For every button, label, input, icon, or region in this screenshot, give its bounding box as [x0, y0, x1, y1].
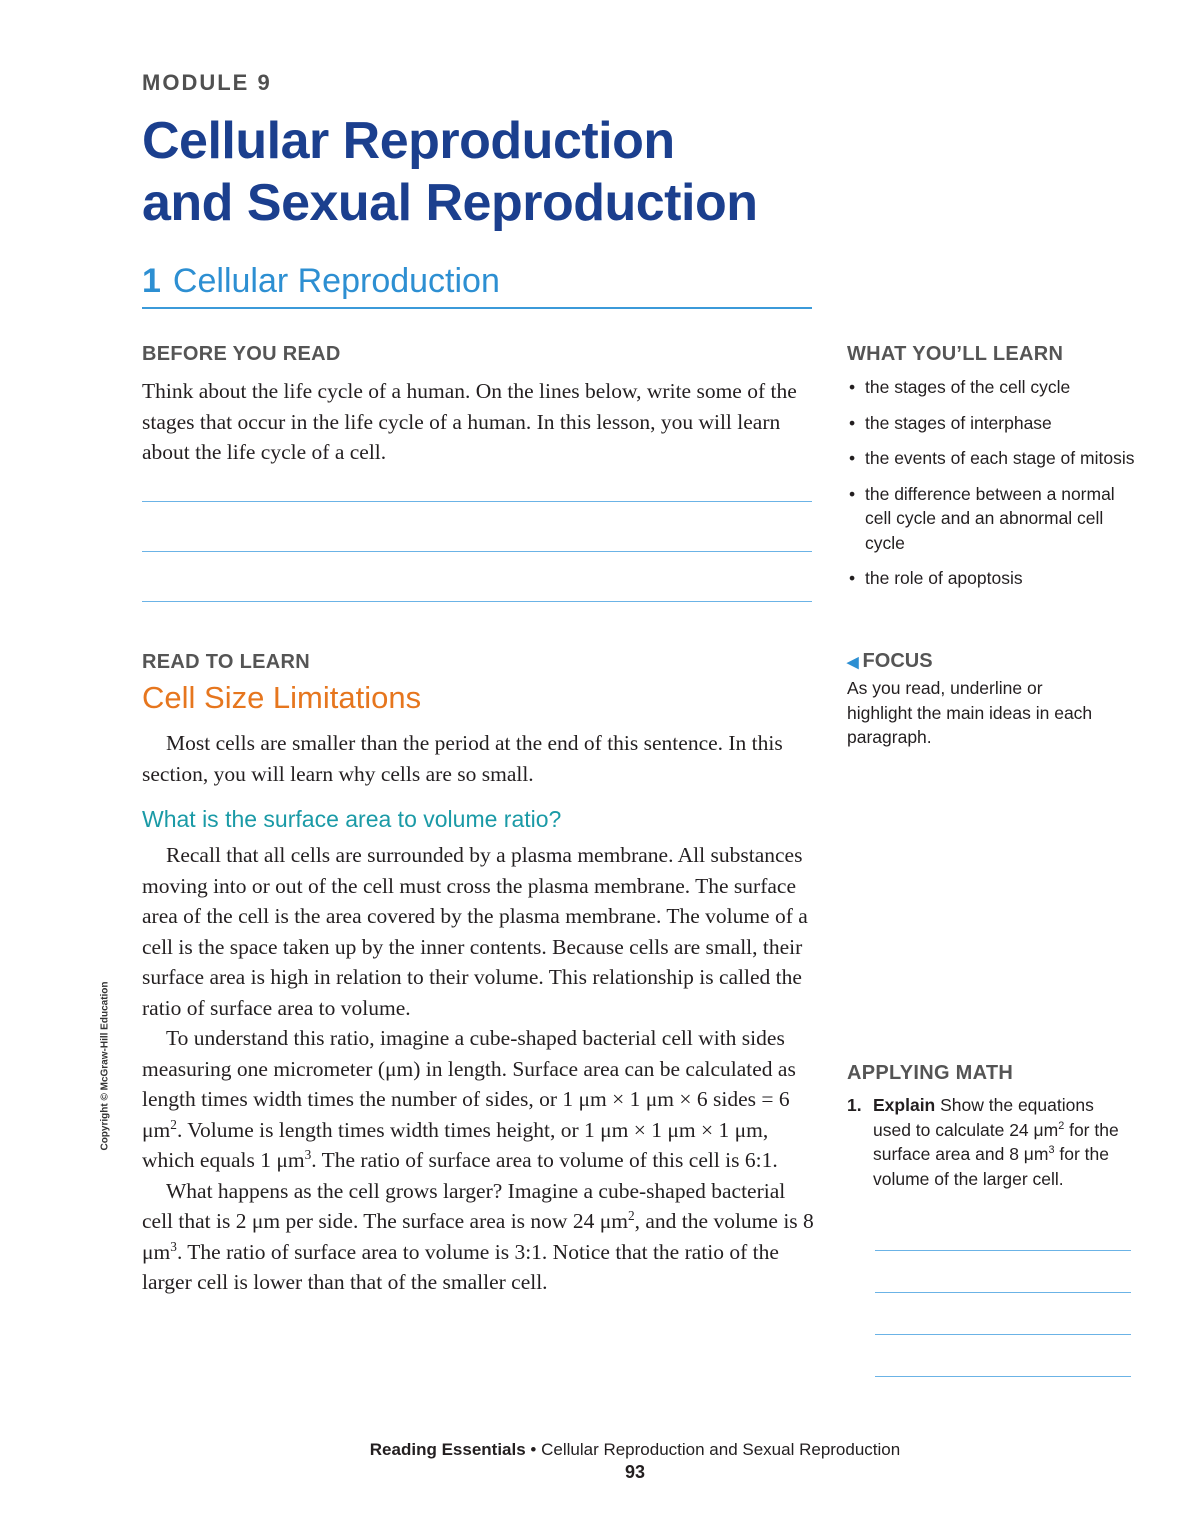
- list-item: • the stages of interphase: [847, 411, 1137, 436]
- text-span: for the volume of the larger cell.: [873, 1144, 1109, 1189]
- superscript: 2: [170, 1116, 177, 1132]
- answer-line[interactable]: [875, 1376, 1131, 1377]
- before-you-read-text: Think about the life cycle of a human. On the lines below, write some of the stages that occur in the life cycle of a human. In this lesson, you will learn about the life cycle of a cell.: [142, 379, 797, 464]
- question-number: 1.: [847, 1095, 862, 1115]
- title-line-1: Cellular Reproduction: [142, 112, 675, 170]
- what-youll-learn-label: WHAT YOU’LL LEARN: [847, 343, 1064, 365]
- section-heading: Cell Size Limitations: [142, 680, 422, 715]
- before-you-read-label: BEFORE YOU READ: [142, 343, 341, 365]
- lesson-number: 1: [142, 262, 161, 300]
- list-item: • the role of apoptosis: [847, 566, 1137, 591]
- list-item: • the events of each stage of mitosis: [847, 446, 1137, 471]
- answer-line[interactable]: [142, 601, 812, 602]
- title-line-2: and Sexual Reproduction: [142, 174, 758, 232]
- copyright-notice: Copyright © McGraw-Hill Education: [99, 981, 111, 1151]
- superscript: 2: [1058, 1119, 1065, 1132]
- text-span: Show the equations used to calculate 24 μm: [873, 1095, 1094, 1140]
- answer-line[interactable]: [875, 1292, 1131, 1293]
- answer-line[interactable]: [875, 1334, 1131, 1335]
- list-item: • the difference between a normal cell cycle and an abnormal cell cycle: [847, 482, 1137, 556]
- lesson-divider: [142, 307, 812, 309]
- module-label: MODULE 9: [142, 70, 272, 95]
- text-span: , and the volume is 8 μm: [142, 1209, 814, 1264]
- focus-label: [847, 650, 933, 673]
- lesson-heading: [142, 262, 500, 301]
- subsection-heading: What is the surface area to volume ratio?: [142, 806, 562, 832]
- paragraph-3: [142, 1176, 814, 1298]
- focus-title: FOCUS: [862, 650, 933, 672]
- read-to-learn-label: READ TO LEARN: [142, 651, 310, 673]
- body-text: [142, 840, 814, 1298]
- footer-book-title: Cellular Reproduction and Sexual Reproduction: [541, 1440, 901, 1459]
- text-span: for the surface area and 8 μm: [873, 1119, 1119, 1164]
- answer-line[interactable]: [875, 1250, 1131, 1251]
- page-number: 93: [624, 1462, 646, 1482]
- focus-text: As you read, underline or highlight the main ideas in each paragraph.: [847, 678, 1093, 747]
- list-item: • the stages of the cell cycle: [847, 375, 1137, 400]
- learn-list: [847, 375, 1137, 602]
- text-span: What happens as the cell grows larger? Imagine a cube-shaped bacterial cell that is 2 μm per side. The surface area is now 24 μm: [142, 1178, 786, 1233]
- superscript: 3: [170, 1238, 177, 1254]
- text-span: . Volume is length times width times height, or 1 μm × 1 μm × 1 μm, which equals 1 μm: [142, 1117, 769, 1172]
- intro-text: Most cells are smaller than the period at the end of this sentence. In this section, you will learn why cells are so small.: [142, 731, 783, 786]
- arrow-left-icon: ◀: [847, 654, 859, 671]
- text-span: . The ratio of surface area to volume is 3:1. Notice that the ratio of the larger cell is lower than that of the smaller cell.: [142, 1239, 779, 1294]
- applying-math-label: APPLYING MATH: [847, 1062, 1014, 1084]
- text-span: To understand this ratio, imagine a cube-shaped bacterial cell with sides measuring one micrometer (μm) in length. Surface area can be calculated as length times width times the number of sides, or 1 μm × 1 μm × 6 sides = 6 μm: [142, 1026, 796, 1142]
- intro-paragraph: [142, 728, 814, 789]
- lesson-title: Cellular Reproduction: [172, 262, 500, 300]
- paragraph-2: [142, 1023, 814, 1176]
- superscript: 2: [627, 1207, 635, 1223]
- superscript: 3: [1048, 1144, 1055, 1157]
- answer-line[interactable]: [142, 501, 812, 502]
- question-text: [873, 1093, 1135, 1191]
- text-span: . The ratio of surface area to volume of this cell is 6:1.: [311, 1148, 778, 1172]
- superscript: 3: [304, 1146, 312, 1162]
- page-title: [142, 110, 757, 234]
- paragraph-1: Recall that all cells are surrounded by a plasma membrane. All substances moving into or out of the cell must cross the plasma membrane. The surface area of the cell is the area covered by the plasma membrane. The volume of a cell is the space taken up by the inner contents. Because cells are small, their surface area is high in relation to their volume. This relationship is called the ratio of surface area to volume.: [142, 843, 808, 1020]
- answer-line[interactable]: [142, 551, 812, 552]
- footer-series: Reading Essentials: [369, 1440, 526, 1459]
- footer-separator: •: [530, 1440, 537, 1459]
- page-footer: [0, 1440, 1200, 1460]
- question-keyword: Explain: [873, 1095, 936, 1115]
